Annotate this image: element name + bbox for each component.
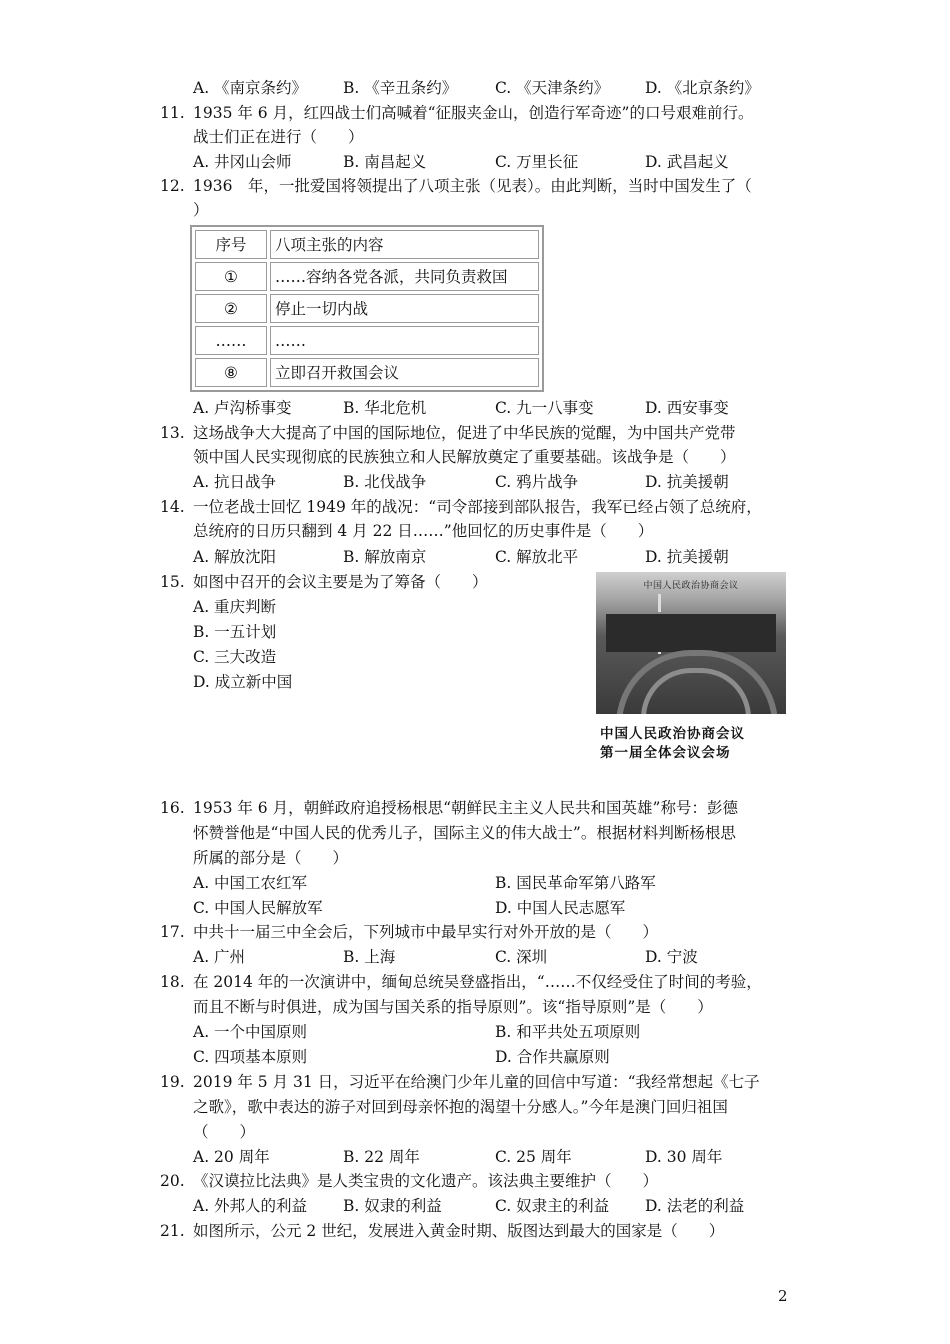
- question-text: 如图中召开的会议主要是为了筹备（ ）: [193, 573, 488, 591]
- q14-option-b[interactable]: B. 解放南京: [343, 548, 427, 566]
- question-number: 16.: [160, 799, 185, 817]
- question-text: 而且不断与时俱进，成为国与国关系的指导原则”。该“指导原则”是（ ）: [193, 998, 713, 1016]
- table-cell: 立即召开救国会议: [270, 358, 539, 387]
- photo-stage: [606, 612, 776, 652]
- eight-points-table: [190, 225, 544, 392]
- table-header-cell: 八项主张的内容: [270, 230, 539, 259]
- q11-option-d[interactable]: D. 武昌起义: [645, 153, 729, 171]
- q20-option-c[interactable]: C. 奴隶主的利益: [495, 1197, 610, 1215]
- q16-option-d[interactable]: D. 中国人民志愿军: [495, 899, 626, 917]
- q19-option-c[interactable]: C. 25 周年: [495, 1148, 572, 1166]
- table-cell: 停止一切内战: [270, 294, 539, 323]
- question-text: ）: [193, 201, 209, 219]
- photo-caption: [600, 725, 790, 763]
- q15-option-c[interactable]: C. 三大改造: [193, 648, 277, 666]
- conference-hall-photo: [596, 572, 786, 714]
- question-number: 13.: [160, 424, 185, 442]
- q15-option-a[interactable]: A. 重庆判断: [193, 598, 277, 616]
- question-text: 这场战争大大提高了中国的国际地位，促进了中华民族的觉醒，为中国共产党带: [193, 424, 736, 442]
- table-header-row: [195, 230, 539, 259]
- q19-option-a[interactable]: A. 20 周年: [193, 1148, 270, 1166]
- q17-option-a[interactable]: A. 广州: [193, 948, 246, 966]
- q11-option-b[interactable]: B. 南昌起义: [343, 153, 427, 171]
- q20-option-a[interactable]: A. 外邦人的利益: [193, 1197, 308, 1215]
- question-number: 12.: [160, 177, 185, 195]
- photo-caption-line: 中国人民政治协商会议: [600, 726, 745, 742]
- q16-option-b[interactable]: B. 国民革命军第八路军: [495, 874, 656, 892]
- q18-option-c[interactable]: C. 四项基本原则: [193, 1048, 308, 1066]
- table-cell: ……: [270, 326, 539, 355]
- question-number: 17.: [160, 923, 185, 941]
- table-row: [195, 326, 539, 355]
- question-text: 在 2014 年的一次演讲中，缅甸总统吴登盛指出，“……不仅经受住了时间的考验，: [193, 973, 762, 991]
- q16-option-c[interactable]: C. 中国人民解放军: [193, 899, 323, 917]
- question-text: 领中国人民实现彻底的民族独立和人民解放奠定了重要基础。该战争是（ ）: [193, 448, 736, 466]
- q16-option-a[interactable]: A. 中国工农红军: [193, 874, 308, 892]
- question-text: 《汉谟拉比法典》是人类宝贵的文化遗产。该法典主要维护（ ）: [193, 1172, 659, 1190]
- q12-option-a[interactable]: A. 卢沟桥事变: [193, 399, 292, 417]
- question-number: 18.: [160, 973, 185, 991]
- q17-option-b[interactable]: B. 上海: [343, 948, 396, 966]
- question-text: 所属的部分是（ ）: [193, 849, 349, 867]
- table-cell: ①: [195, 262, 267, 291]
- question-number: 15.: [160, 573, 185, 591]
- question-text: 2019 年 5 月 31 日，习近平在给澳门少年儿童的回信中写道：“我经常想起《七子: [193, 1073, 760, 1091]
- table-row: [195, 262, 539, 291]
- table-row: [195, 358, 539, 387]
- page-number: 2: [778, 1287, 788, 1305]
- question-text: 一位老战士回忆 1949 年的战况：“司令部接到部队报告，我军已经占领了总统府，: [193, 498, 762, 516]
- q17-option-c[interactable]: C. 深圳: [495, 948, 548, 966]
- question-text: 战士们正在进行（ ）: [193, 128, 364, 146]
- q13-option-c[interactable]: C. 鸦片战争: [495, 473, 579, 491]
- question-text: 总统府的日历只翻到 4 月 22 日……”他回忆的历史事件是（ ）: [193, 522, 654, 540]
- photo-caption-line: 第一届全体会议会场: [600, 745, 731, 761]
- table-cell: ……容纳各党各派，共同负责救国: [270, 262, 539, 291]
- q13-option-a[interactable]: A. 抗日战争: [193, 473, 277, 491]
- q14-option-d[interactable]: D. 抗美援朝: [645, 548, 729, 566]
- q18-option-d[interactable]: D. 合作共赢原则: [495, 1048, 610, 1066]
- q19-option-b[interactable]: B. 22 周年: [343, 1148, 420, 1166]
- q10-option-d[interactable]: D. 《北京条约》: [645, 79, 760, 97]
- question-text: （ ）: [193, 1123, 256, 1141]
- photo-banner-text: 中国人民政治协商会议: [643, 581, 739, 591]
- q15-option-b[interactable]: B. 一五计划: [193, 623, 277, 641]
- q12-option-b[interactable]: B. 华北危机: [343, 399, 427, 417]
- q10-option-c[interactable]: C. 《天津条约》: [495, 79, 610, 97]
- question-text: 1935 年 6 月，红四战士们高喊着“征服夹金山，创造行军奇迹”的口号艰难前行。: [193, 104, 754, 122]
- q10-option-a[interactable]: A. 《南京条约》: [193, 79, 308, 97]
- q17-option-d[interactable]: D. 宁波: [645, 948, 698, 966]
- q20-option-b[interactable]: B. 奴隶的利益: [343, 1197, 442, 1215]
- table-cell: ⑧: [195, 358, 267, 387]
- question-number: 21.: [160, 1222, 185, 1240]
- q14-option-a[interactable]: A. 解放沈阳: [193, 548, 277, 566]
- question-text: 怀赞誉他是“中国人民的优秀儿子，国际主义的伟大战士”。根据材料判断杨根思: [193, 824, 736, 842]
- q18-option-a[interactable]: A. 一个中国原则: [193, 1023, 308, 1041]
- question-text: 如图所示，公元 2 世纪，发展进入黄金时期、版图达到最大的国家是（ ）: [193, 1222, 725, 1240]
- q13-option-b[interactable]: B. 北伐战争: [343, 473, 427, 491]
- table-row: [195, 294, 539, 323]
- question-number: 11.: [160, 104, 185, 122]
- q20-option-d[interactable]: D. 法老的利益: [645, 1197, 745, 1215]
- q15-option-d[interactable]: D. 成立新中国: [193, 673, 293, 691]
- question-text: 1953 年 6 月，朝鲜政府追授杨根思“朝鲜民主主义人民共和国英雄”称号：彭德: [193, 799, 738, 817]
- table-header-cell: 序号: [195, 230, 267, 259]
- q10-option-b[interactable]: B. 《辛丑条约》: [343, 79, 458, 97]
- question-text: 中共十一届三中全会后，下列城市中最早实行对外开放的是（ ）: [193, 923, 659, 941]
- question-number: 19.: [160, 1073, 185, 1091]
- question-text: 1936 年，一批爱国将领提出了八项主张（见表）。由此判断，当时中国发生了（: [193, 177, 752, 195]
- question-number: 14.: [160, 498, 185, 516]
- q12-option-c[interactable]: C. 九一八事变: [495, 399, 594, 417]
- q19-option-d[interactable]: D. 30 周年: [645, 1148, 723, 1166]
- q12-option-d[interactable]: D. 西安事变: [645, 399, 729, 417]
- table-cell: ……: [195, 326, 267, 355]
- question-number: 20.: [160, 1172, 185, 1190]
- table-cell: ②: [195, 294, 267, 323]
- q11-option-c[interactable]: C. 万里长征: [495, 153, 579, 171]
- q14-option-c[interactable]: C. 解放北平: [495, 548, 579, 566]
- q18-option-b[interactable]: B. 和平共处五项原则: [495, 1023, 641, 1041]
- question-text: 之歌》，歌中表达的游子对回到母亲怀抱的渴望十分感人。”今年是澳门回归祖国: [193, 1098, 728, 1116]
- q13-option-d[interactable]: D. 抗美援朝: [645, 473, 729, 491]
- q11-option-a[interactable]: A. 井冈山会师: [193, 153, 292, 171]
